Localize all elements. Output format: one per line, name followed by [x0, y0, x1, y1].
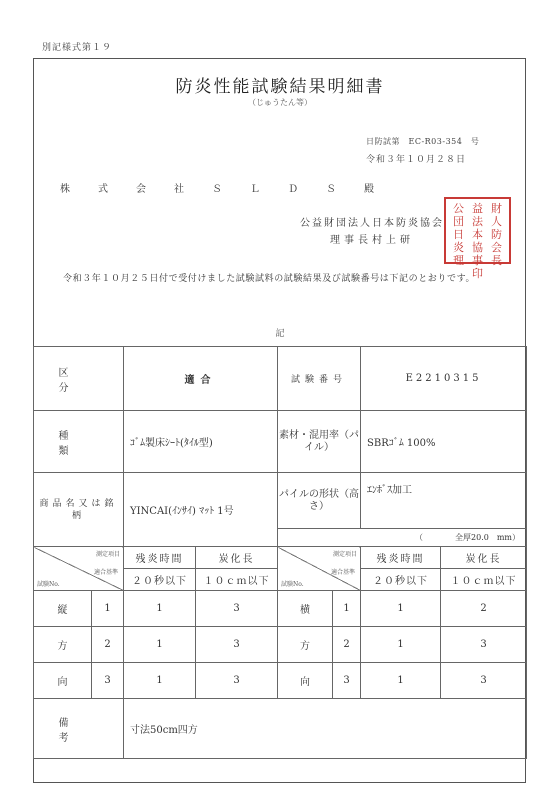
criteria-afterflame: ２０秒以下 — [124, 569, 196, 591]
ki-marker: 記 — [275, 329, 285, 339]
criteria-char-length: １０ｃｍ以下 — [196, 569, 278, 591]
criteria-afterflame: ２０秒以下 — [361, 569, 441, 591]
char-length-value: 3 — [196, 591, 278, 627]
pile-shape-value: ｴﾝﾎﾞｽ加工 — [361, 473, 527, 529]
test-no: 3 — [92, 663, 124, 699]
char-length-value: 3 — [441, 627, 527, 663]
afterflame-value: 1 — [361, 627, 441, 663]
char-length-value: 3 — [196, 663, 278, 699]
col-afterflame: 残炎時間 — [361, 547, 441, 569]
body-text: 令和３年１０月２５日付で受付けました試験試料の試験結果及び試験番号は下記のとおりです。 — [63, 274, 476, 284]
char-length-value: 3 — [441, 663, 527, 699]
division-label: 区 分 — [34, 347, 124, 411]
test-no: 1 — [333, 591, 361, 627]
table-row — [34, 663, 527, 699]
test-no-label: 試験No. — [281, 581, 304, 588]
char-length-value: 3 — [196, 627, 278, 663]
remarks-value: 寸法50cm四方 — [124, 699, 527, 759]
col-char-length: 炭化長 — [441, 547, 527, 569]
test-no-label: 試験No. — [37, 581, 60, 588]
test-no: 1 — [92, 591, 124, 627]
vertical-direction-label: 方 — [34, 627, 92, 663]
criteria-label: 適合基準 — [331, 569, 356, 576]
col-char-length: 炭化長 — [196, 547, 278, 569]
afterflame-value: 1 — [124, 627, 196, 663]
document-subtitle: （じゅうたん等） — [248, 98, 312, 107]
type-value: ｺﾞﾑ製床ｼｰﾄ(ﾀｲﾙ型) — [124, 411, 278, 473]
results-table — [33, 346, 527, 759]
horizontal-direction-label: 横 — [278, 591, 333, 627]
criteria-label: 適合基準 — [93, 569, 118, 576]
product-label: 商品名又は銘柄 — [34, 473, 124, 547]
test-no: 2 — [92, 627, 124, 663]
remarks-label: 備 考 — [34, 699, 124, 759]
test-no: 2 — [333, 627, 361, 663]
table-row — [34, 627, 527, 663]
issuer-representative: 理事長村上研 — [330, 235, 414, 246]
issuer-organization: 公益財団法人日本防炎協会 — [300, 218, 444, 229]
official-seal: 公 益 財 団 法 人 日 本 防 炎 協 会 理 事 長 印 — [444, 197, 511, 264]
table-row — [34, 473, 527, 529]
table-row — [34, 411, 527, 473]
afterflame-value: 1 — [124, 663, 196, 699]
measure-item-label: 測定項目 — [333, 551, 358, 558]
document-title: 防炎性能試験結果明細書 — [175, 77, 385, 97]
col-afterflame: 残炎時間 — [124, 547, 196, 569]
test-no: 3 — [333, 663, 361, 699]
issue-date: 令和３年１０月２８日 — [366, 155, 467, 165]
diagonal-header-vertical — [34, 547, 124, 591]
horizontal-direction-label: 方 — [278, 627, 333, 663]
table-row — [34, 347, 527, 411]
measure-item-label: 測定項目 — [95, 551, 120, 558]
pile-shape-label: パイルの形状（高さ） — [278, 473, 361, 529]
recipient: 株 式 会 社 Ｓ Ｌ Ｄ Ｓ 殿 — [60, 184, 383, 195]
vertical-direction-label: 向 — [34, 663, 92, 699]
material-label: 素材・混用率（パイル） — [278, 411, 361, 473]
material-value: SBRｺﾞﾑ 100% — [361, 411, 527, 473]
afterflame-value: 1 — [361, 663, 441, 699]
table-row — [34, 699, 527, 759]
horizontal-direction-label: 向 — [278, 663, 333, 699]
vertical-direction-label: 縦 — [34, 591, 92, 627]
diagonal-header-horizontal — [278, 547, 361, 591]
char-length-value: 2 — [441, 591, 527, 627]
total-thickness: （ 全厚20.0 mm） — [278, 529, 527, 547]
table-row — [34, 547, 527, 569]
product-value: YINCAI(ｲﾝｻｲ) ﾏｯﾄ 1号 — [124, 473, 278, 547]
test-number-label: 試験番号 — [278, 347, 361, 411]
result-value: 適合 — [124, 347, 278, 411]
criteria-char-length: １０ｃｍ以下 — [441, 569, 527, 591]
type-label: 種 類 — [34, 411, 124, 473]
afterflame-value: 1 — [361, 591, 441, 627]
form-number: 別記様式第１９ — [42, 43, 113, 53]
certificate-number: 日防試第 EC-R03-354 号 — [366, 137, 480, 146]
table-row — [34, 591, 527, 627]
test-number-value: E2210315 — [361, 347, 527, 411]
afterflame-value: 1 — [124, 591, 196, 627]
